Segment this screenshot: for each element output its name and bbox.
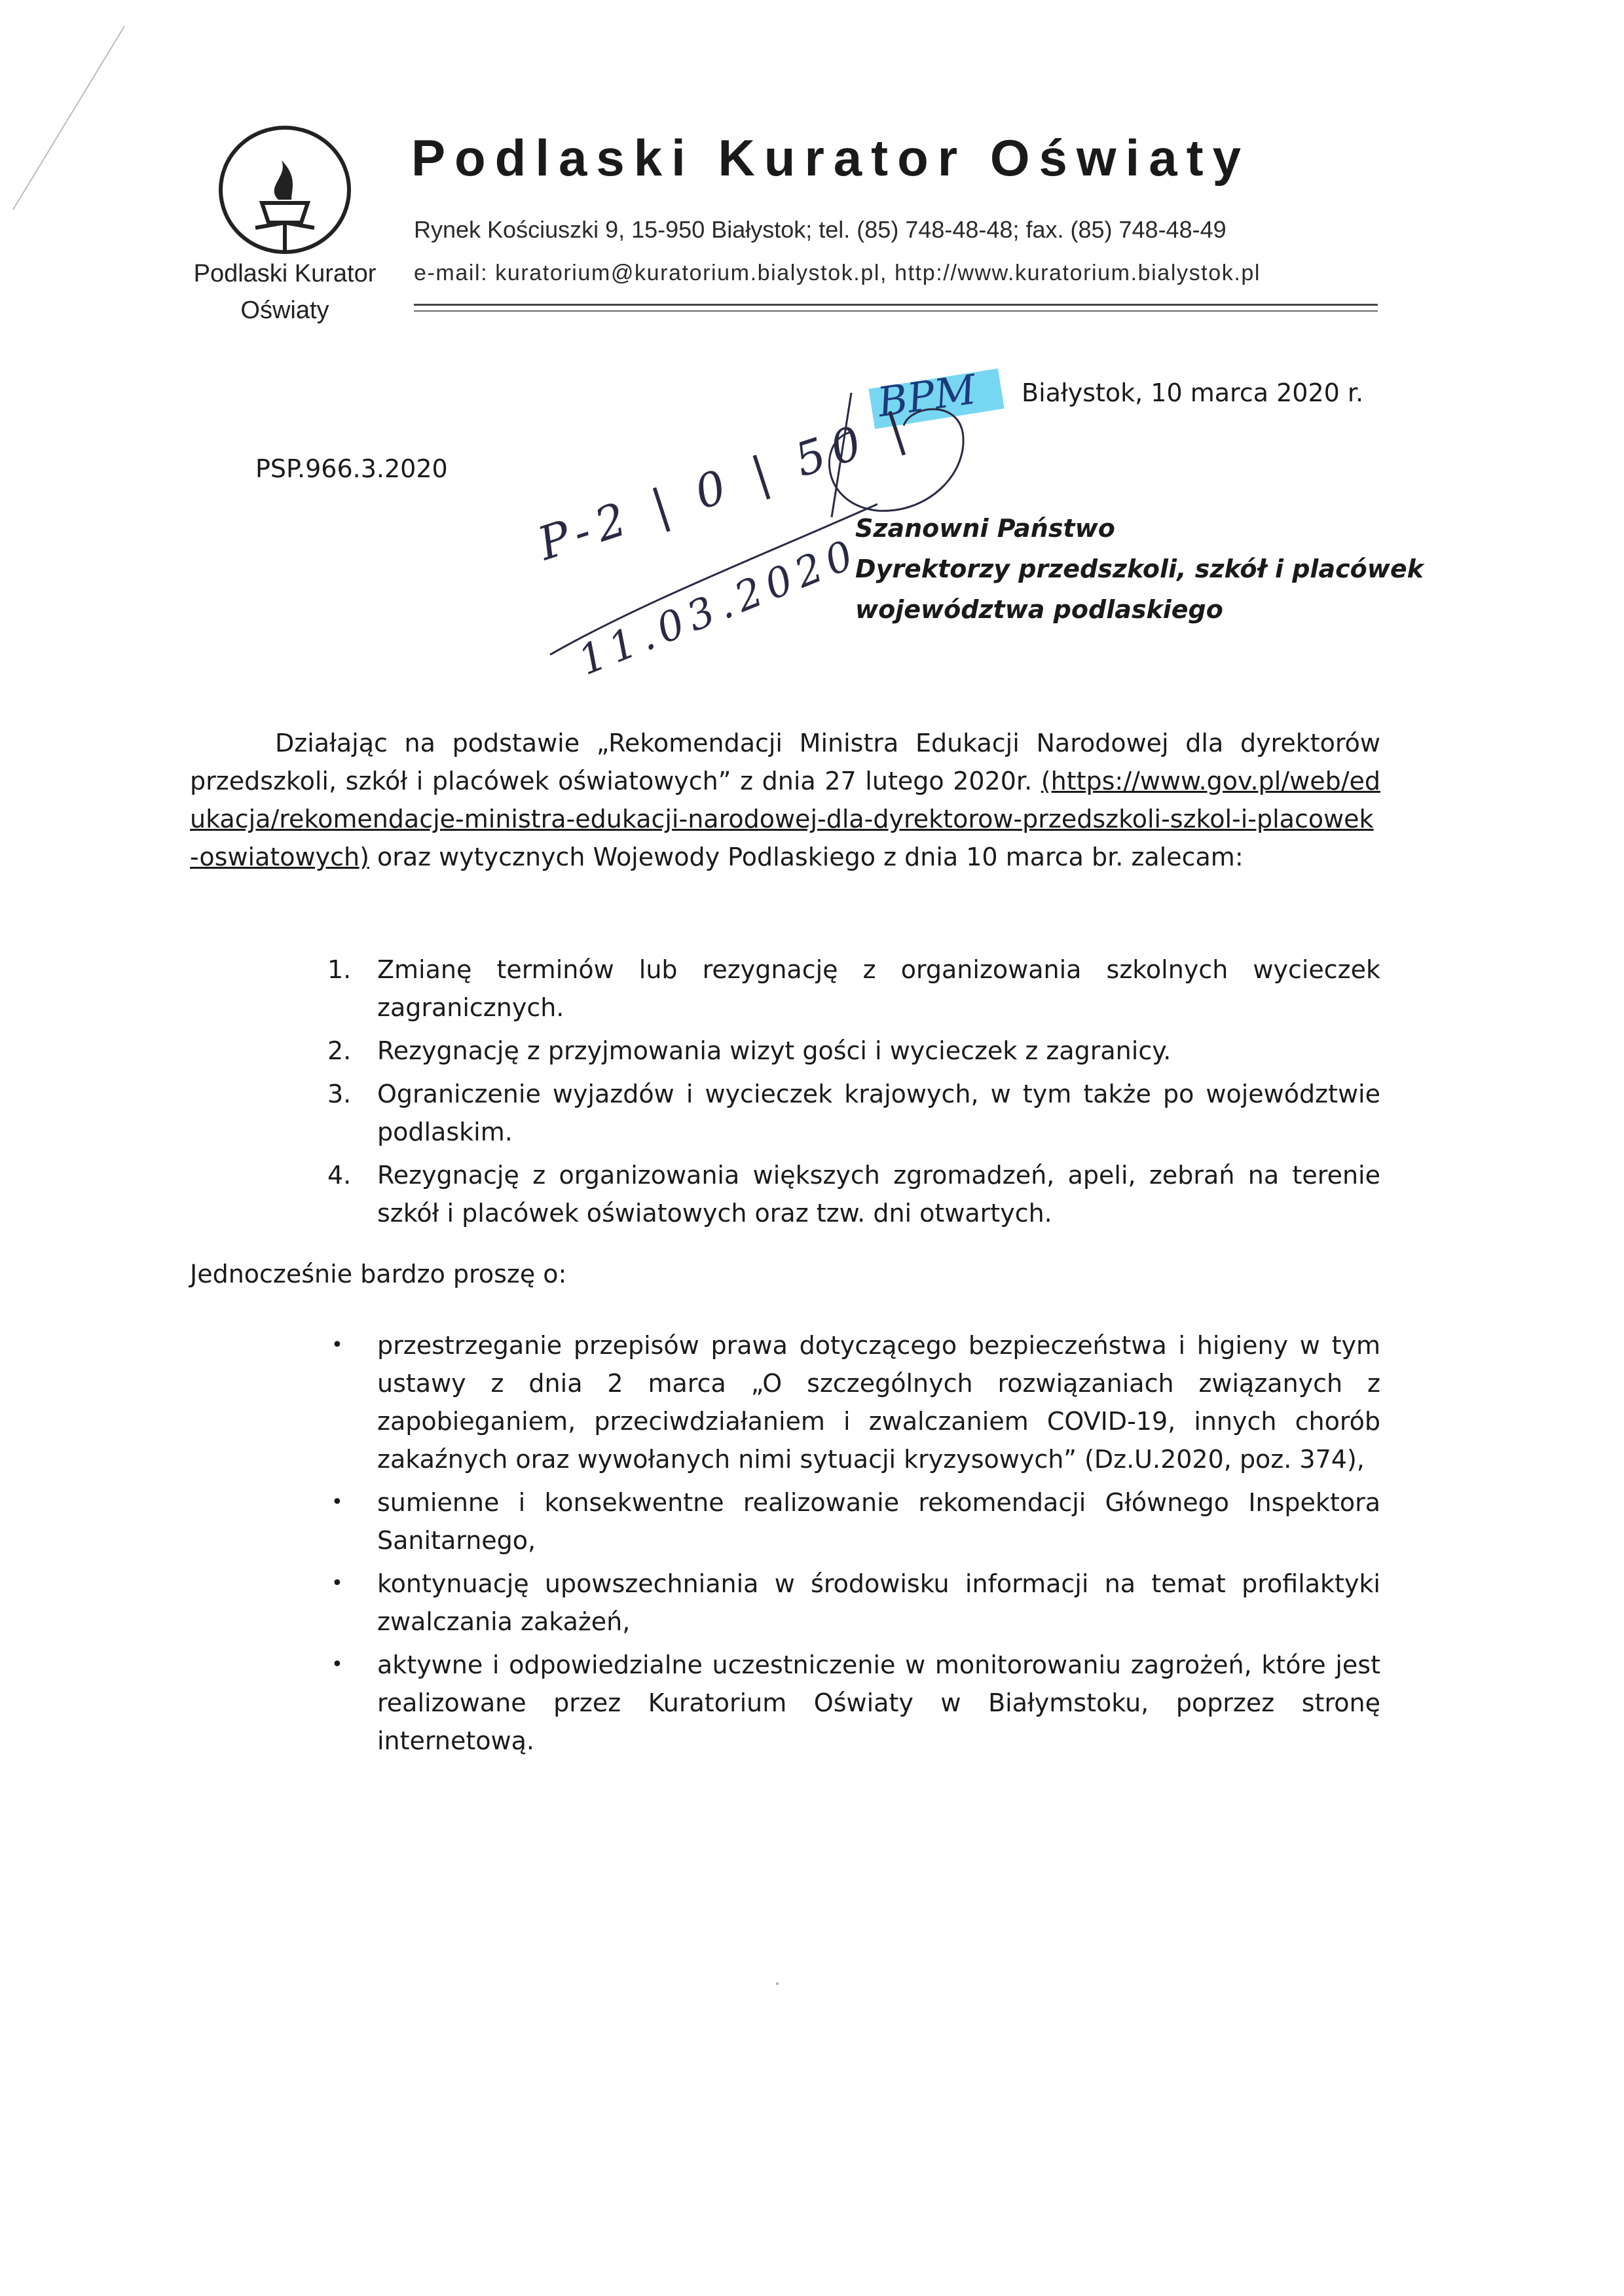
logo-caption-line-2: Oświaty (240, 297, 329, 324)
list-item (318, 1646, 1380, 1760)
item-text: sumienne i konsekwentne realizowanie rekomendacji Głównego Inspektora Sanitarnego, (377, 1488, 1380, 1555)
ministry-link[interactable]: (https://www.gov.pl/web/edukacja/rekomendacje-ministra-edukacji-narodowej-dla-dyrektorow-przedszkoli-szkol-i-placowek-oswiatowych) (190, 767, 1380, 871)
scan-artifact-line (7, 20, 138, 216)
organization-name: Podlaski Kurator Oświaty (411, 129, 1250, 187)
intro-text-end: oraz wytycznych Wojewody Podlaskiego z dnia 10 marca br. zalecam: (369, 843, 1244, 871)
logo-caption (190, 255, 380, 329)
reference-number: PSP.966.3.2020 (255, 454, 448, 483)
item-text: Ograniczenie wyjazdów i wycieczek krajowych, w tym także po województwie podlaskim. (377, 1080, 1380, 1146)
item-text: Rezygnację z organizowania większych zgromadzeń, apeli, zebrań na terenie szkół i placówek oświatowych oraz tzw. dni otwartych. (377, 1161, 1380, 1228)
intro-paragraph (190, 724, 1380, 876)
item-text: przestrzeganie przepisów prawa dotyczącego bezpieczeństwa i higieny w tym ustawy z dnia 2 marca „O szczególnych rozwiązaniach związanych z zapobieganiem, przeciwdziałaniem i zwalczaniem COVID-19, innych chorób zakaźnych oraz wywołanych nimi sytuacji kryzysowych” (Dz.U.2020, poz. 374), (377, 1331, 1380, 1474)
recipient-block (855, 508, 1424, 630)
list-item (318, 1075, 1380, 1151)
requests-list (318, 1326, 1380, 1765)
item-number: 3. (327, 1080, 352, 1108)
item-text: Rezygnację z przyjmowania wizyt gości i wycieczek z zagranicy. (377, 1036, 1172, 1065)
list-item (318, 1484, 1380, 1559)
bullet-icon: • (331, 1491, 343, 1514)
recipient-salutation: Szanowni Państwo (855, 514, 1115, 543)
recipient-region: województwa podlaskiego (855, 595, 1223, 624)
handwritten-number: P-2 | 0 | 50 | (531, 399, 919, 571)
item-number: 1. (327, 955, 352, 984)
bullet-icon: • (331, 1334, 343, 1357)
logo-caption-line-1: Podlaski Kurator (193, 260, 377, 287)
list-item (318, 1565, 1380, 1641)
torch-book-emblem-icon (216, 124, 354, 255)
bullet-icon: • (331, 1653, 343, 1676)
letterhead-divider-secondary (414, 310, 1378, 312)
requests-intro: Jednocześnie bardzo proszę o: (190, 1260, 567, 1288)
list-item (318, 951, 1380, 1027)
item-text: Zmianę terminów lub rezygnację z organizowania szkolnych wycieczek zagranicznych. (377, 955, 1380, 1022)
handwritten-date: 11.03.2020 (571, 528, 866, 685)
organization-contact: e-mail: kuratorium@kuratorium.bialystok.pl, http://www.kuratorium.bialystok.pl (414, 261, 1261, 285)
logo (190, 124, 380, 340)
list-item (318, 1032, 1380, 1070)
recipient-addressee: Dyrektorzy przedszkoli, szkół i placówek (855, 555, 1424, 583)
letterhead-divider (414, 304, 1378, 306)
bullet-icon: • (331, 1572, 343, 1595)
intro-text: Działając na podstawie „Rekomendacji Ministra Edukacji Narodowej dla dyrektorów przedszkoli, szkół i placówek oświatowych” z dnia 27 lutego 2020r. (190, 729, 1380, 795)
handwritten-tag: BPM (874, 365, 980, 427)
item-number: 2. (327, 1036, 352, 1065)
list-item (318, 1326, 1380, 1478)
item-text: aktywne i odpowiedzialne uczestniczenie w monitorowaniu zagrożeń, które jest realizowane przez Kuratorium Oświaty w Białymstoku, poprzez stronę internetową. (377, 1650, 1380, 1755)
scan-speck (776, 1982, 779, 1985)
item-text: kontynuację upowszechniania w środowisku informacji na temat profilaktyki zwalczania zakażeń, (377, 1569, 1380, 1636)
item-number: 4. (327, 1161, 352, 1190)
list-item (318, 1156, 1380, 1232)
letter-date: Białystok, 10 marca 2020 r. (1022, 378, 1364, 407)
organization-address: Rynek Kościuszki 9, 15-950 Białystok; tel. (85) 748-48-48; fax. (85) 748-48-49 (414, 216, 1227, 243)
recommendations-list (318, 951, 1380, 1237)
